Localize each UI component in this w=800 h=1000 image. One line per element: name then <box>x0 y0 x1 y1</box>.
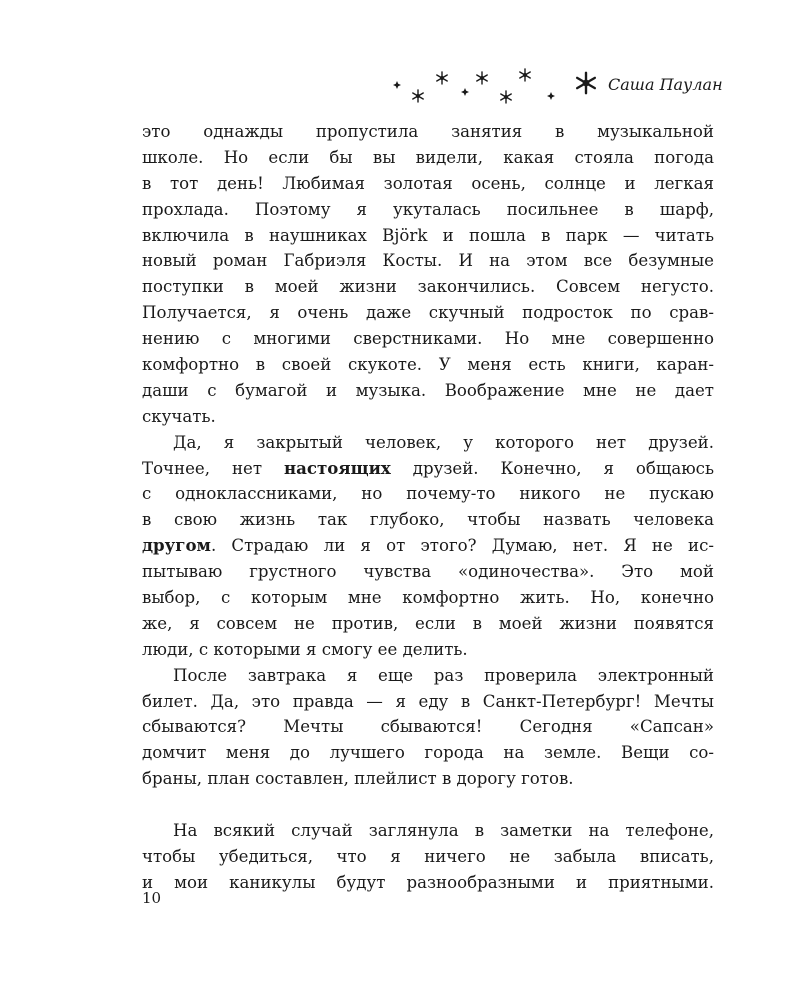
text-run: друзей. Конечно, я общаюсь <box>390 458 714 478</box>
text-line: билет. Да, это правда — я еду в Санкт-Петербург! Мечты <box>142 691 714 711</box>
text-line: новый роман Габриэля Косты. И на этом все безумные <box>142 251 714 271</box>
snowflake-icon <box>501 91 511 103</box>
snowflake-icon <box>461 88 469 96</box>
text-line: выбор, с которым мне комфортно жить. Но, конечно <box>142 588 714 608</box>
text-line <box>142 533 714 559</box>
paragraph <box>142 818 714 896</box>
paragraph <box>142 663 714 792</box>
running-head-author: Саша Паулан <box>608 75 723 94</box>
text-line: люди, с которыми я смогу ее делить. <box>142 639 468 659</box>
text-line: браны, план составлен, плейлист в дорогу готов. <box>142 769 574 789</box>
snowflake-icon <box>520 69 530 81</box>
text-run: Точнее, нет <box>142 458 284 478</box>
text-line: школе. Но если бы вы видели, какая стояла погода <box>142 147 714 167</box>
snowflake-icon <box>547 92 555 100</box>
text-line: домчит меня до лучшего города на земле. Вещи со- <box>142 743 714 763</box>
text-line: в свою жизнь так глубоко, чтобы назвать человека <box>142 510 714 530</box>
text-line: в тот день! Любимая золотая осень, солнце и легкая <box>142 173 714 193</box>
text-line: Получается, я очень даже скучный подросток по срав- <box>142 303 714 323</box>
snowflake-icon <box>413 90 423 102</box>
text-line: комфортно в своей скукоте. У меня есть книги, каран- <box>142 355 714 375</box>
page-number: 10 <box>142 889 162 907</box>
text-line: же, я совсем не против, если в моей жизни появятся <box>142 613 714 633</box>
section-gap <box>142 792 714 818</box>
snowflake-ornament <box>385 60 610 110</box>
text-line: даши с бумагой и музыка. Воображение мне не дает <box>142 380 714 400</box>
page-body <box>142 119 714 896</box>
text-line: После завтрака я еще раз проверила электронный <box>173 665 714 685</box>
paragraph <box>142 119 714 430</box>
paragraph <box>142 430 714 663</box>
text-line: включила в наушниках Björk и пошла в парк — читать <box>142 225 714 245</box>
text-run: . Страдаю ли я от этого? Думаю, нет. Я не ис- <box>210 536 714 556</box>
snowflake-icon <box>577 73 595 93</box>
text-line: чтобы убедиться, что я ничего не забыла вписать, <box>142 847 714 867</box>
snowflake-icon <box>477 72 487 84</box>
text-line: Да, я закрытый человек, у которого нет друзей. <box>173 432 714 452</box>
text-line: и мои каникулы будут разнообразными и приятными. <box>142 872 714 892</box>
running-header <box>385 60 723 110</box>
text-line: это однажды пропустила занятия в музыкальной <box>142 122 714 141</box>
snowflake-icon <box>437 72 447 84</box>
text-line <box>142 456 714 482</box>
snowflake-icon <box>393 81 401 89</box>
text-line: скучать. <box>142 406 216 426</box>
text-line: поступки в моей жизни закончились. Совсем негусто. <box>142 277 714 297</box>
text-line: нению с многими сверстниками. Но мне совершенно <box>142 329 714 349</box>
text-line: На всякий случай заглянула в заметки на телефоне, <box>173 821 714 841</box>
bold-word: другом <box>142 535 211 556</box>
bold-word: настоящих <box>284 457 391 478</box>
text-line: сбываются? Мечты сбываются! Сегодня «Сапсан» <box>142 717 714 737</box>
text-line: с одноклассниками, но почему-то никого не пускаю <box>142 484 714 504</box>
text-line: прохлада. Поэтому я укуталась посильнее в шарф, <box>142 199 714 219</box>
text-line: пытываю грустного чувства «одиночества». Это мой <box>142 562 714 582</box>
